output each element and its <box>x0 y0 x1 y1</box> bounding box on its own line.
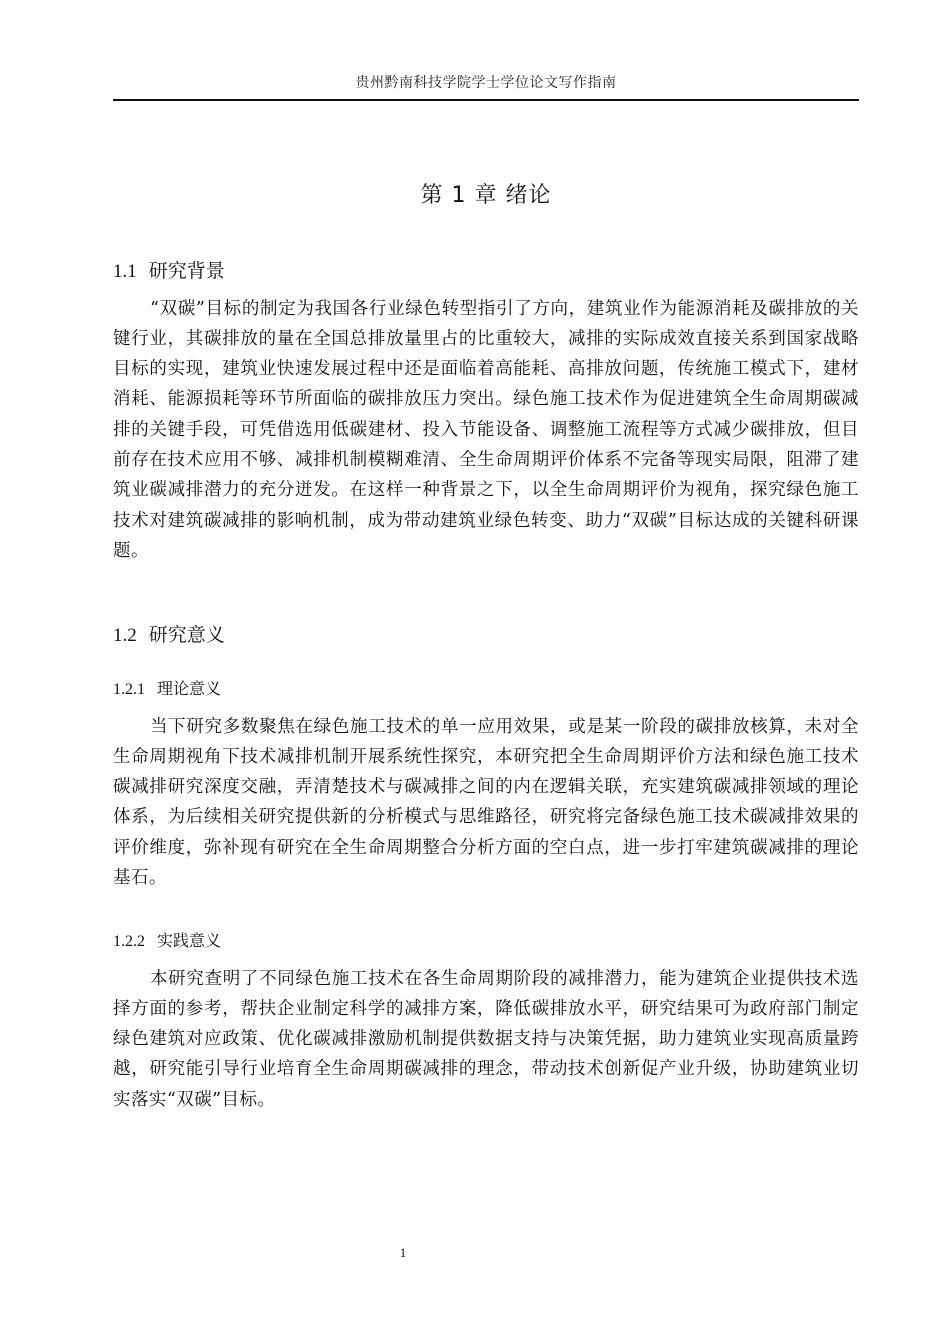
subsection-title: 理论意义 <box>157 679 222 698</box>
paragraph-theoretical: 当下研究多数聚焦在绿色施工技术的单一应用效果，或是某一阶段的碳排放核算，未对全生命周期视角下技术减排机制开展系统性探究，本研究把全生命周期评价方法和绿色施工技术碳减排研究深度交融，弄清楚技术与碳减排之间的内在逻辑关联，充实建筑碳减排领域的理论体系，为后续相关研究提供新的分析模式与思维路径，研究将完备绿色施工技术碳减排效果的评价维度，弥补现有研究在全生命周期整合分析方面的空白点，进一步打牢建筑碳减排的理论基石。 <box>113 716 859 888</box>
section-number: 1.1 <box>113 261 137 282</box>
paragraph-practical: 本研究查明了不同绿色施工技术在各生命周期阶段的减排潜力，能为建筑企业提供技术选择方面的参考，帮扶企业制定科学的减排方案，降低碳排放水平，研究结果可为政府部门制定绿色建筑对应政策、优化碳减排激励机制提供数据支持与决策凭据，助力建筑业实现高质量跨越，研究能引导行业培育全生命周期碳减排的理念，带动技术创新促产业升级，协助建筑业切实落实“双碳”目标。 <box>113 968 859 1110</box>
section-heading-significance <box>113 620 225 647</box>
section-title: 研究意义 <box>148 624 225 646</box>
chapter-title: 第 1 章 绪论 <box>420 183 552 208</box>
paragraph-background: “双碳”目标的制定为我国各行业绿色转型指引了方向，建筑业作为能源消耗及碳排放的关键行业，其碳排放的量在全国总排放量里占的比重较大，减排的实际成效直接关系到国家战略目标的实现，建筑业快速发展过程中还是面临着高能耗、高排放问题，传统施工模式下，建材消耗、能源损耗等环节所面临的碳排放压力突出。绿色施工技术作为促进建筑全生命周期碳减排的关键手段，可凭借选用低碳建材、投入节能设备、调整施工流程等方式减少碳排放，但目前存在技术应用不够、减排机制模糊难清、全生命周期评价体系不完备等现实局限，阻滞了建筑业碳减排潜力的充分迸发。在这样一种背景之下，以全生命周期评价为视角，探究绿色施工技术对建筑碳减排的影响机制，成为带动建筑业绿色转变、助力“双碳”目标达成的关键科研课题。 <box>113 298 859 561</box>
section-heading-background <box>113 256 225 283</box>
subsection-title: 实践意义 <box>157 931 222 950</box>
header-divider <box>113 99 859 101</box>
section-title: 研究背景 <box>148 260 225 282</box>
section-number: 1.2 <box>113 625 137 646</box>
subsection-number: 1.2.1 <box>113 681 145 698</box>
subsection-heading-theoretical <box>113 676 221 699</box>
page-number: 1 <box>399 1245 407 1260</box>
subsection-number: 1.2.2 <box>113 933 145 950</box>
page-header-title: 贵州黔南科技学院学士学位论文写作指南 <box>355 75 617 91</box>
subsection-heading-practical <box>113 928 221 951</box>
